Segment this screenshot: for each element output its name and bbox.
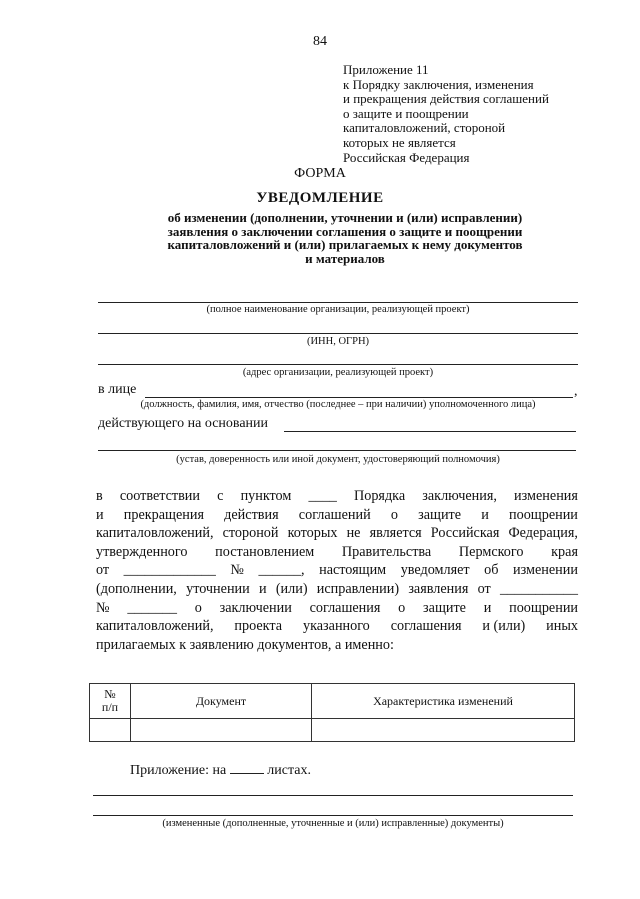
word: которых [287,525,338,542]
word: соответствии [119,488,200,504]
table-header-row [90,684,575,719]
appendix-line: Приложение 11 [343,62,429,77]
inn-caption: (ИНН, ОГРН) [306,336,370,347]
in-person-label: в лице [98,382,137,397]
page-number: 84 [313,34,327,49]
word: капиталовложений, [96,525,214,542]
table-cell-changes[interactable] [312,719,575,742]
word: и [481,506,489,523]
body-line-8 [96,617,578,636]
annex-documents-field[interactable] [93,795,573,796]
body-line-5 [96,561,578,580]
basis-caption: (устав, доверенность или иной документ, удостоверяющий полномочия) [176,454,500,465]
word: и [483,599,492,616]
word: стороной [222,525,279,542]
word: и [96,506,104,523]
acting-label: действующего на основании [98,416,269,431]
form-label: ФОРМА [294,166,346,181]
body-line-6 [96,580,578,599]
word: прилагаемых к заявлению документов, а именно: [96,636,394,653]
word: иных [546,618,578,635]
annex-suffix: листах. [267,763,311,778]
word: проекта [234,618,283,635]
word: в [96,488,103,504]
word: (или) [275,580,308,597]
word: с [217,488,224,504]
annex-prefix: Приложение: на [130,763,227,778]
word: защите [418,506,462,523]
annex-line [130,761,311,779]
body-line-1 [96,487,578,506]
word: об [484,562,499,579]
table-cell-document[interactable] [131,719,312,742]
annex-documents-field-2[interactable] [93,815,573,816]
word: соглашения [390,618,462,635]
word: о [398,599,406,616]
word: и [258,580,267,597]
word: (дополнении, [96,580,177,597]
word: поощрении [509,506,578,523]
resolution-number-blank[interactable]: ______, [258,562,305,579]
word: утвержденного [96,543,188,560]
word: исправлении) [316,580,400,597]
table-row [90,719,575,742]
annex-sheets-field[interactable] [230,761,264,774]
word: заключения, [422,488,497,504]
appendix-line: и прекращения действия соглашений [343,91,549,107]
column-number-header [90,684,131,719]
appendix-line: к Порядку заключения, изменения [343,76,534,92]
word: уведомляет [400,562,470,579]
application-date-blank[interactable]: ___________ [499,580,578,597]
word: заключении [219,599,292,616]
word: заявления [408,580,469,597]
word: от [477,580,491,597]
table-cell-number[interactable] [90,719,131,742]
word: края [551,543,578,560]
word: не [346,525,361,542]
subtitle-line: и материалов [305,250,385,266]
word: указанного [302,618,370,635]
word: изменения [514,488,578,504]
subtitle-line: заявления о заключении соглашения о защите и поощрении [167,223,523,239]
word: Федерация, [508,525,578,542]
body-line-2 [96,506,578,525]
word: и (или) [482,618,526,635]
in-person-field[interactable] [145,397,573,398]
word: от [96,562,110,579]
word: Правительства [341,543,432,560]
subtitle-line: капиталовложений и (или) прилагаемых к нему документов [167,237,523,252]
word: о [390,506,398,523]
in-person-comma: , [574,384,578,399]
appendix-reference [343,63,603,165]
word: Пермского [458,543,524,560]
address-caption: (адрес организации, реализующей проект) [242,367,434,378]
word: соглашений [298,506,371,523]
word: Российская [430,525,500,542]
application-number-blank[interactable]: _______ [127,599,177,616]
appendix-line: о защите и поощрении [343,105,469,121]
word: прекращения [123,506,204,523]
address-field[interactable] [98,364,578,365]
org-name-field[interactable] [98,302,578,303]
body-line-4 [96,543,578,562]
word: поощрении [509,599,578,616]
word: защите [423,599,466,616]
documents-table [89,683,575,742]
word: капиталовложений, [96,618,214,635]
word: является [369,525,422,542]
inn-field[interactable] [98,333,578,334]
body-line-9 [96,636,578,655]
word: постановлением [215,543,315,560]
word: соглашения [309,599,381,616]
column-number-label-2: п/п [101,700,119,714]
position-caption: (должность, фамилия, имя, отчество (последнее – при наличии) уполномоченного лица) [140,399,536,410]
document-title: УВЕДОМЛЕНИЕ [256,190,384,206]
column-document-header: Документ [131,684,312,719]
word: о [194,599,202,616]
word: уточнении [186,580,250,597]
document-subtitle [130,211,560,265]
word: № [230,562,244,579]
subtitle-line: об изменении (дополнении, уточнении и (или) исправлении) [167,210,523,225]
column-changes-header: Характеристика изменений [312,684,575,719]
word: пунктом [240,488,292,504]
acting-basis-field-2[interactable] [98,450,576,451]
word: действия [224,506,279,523]
annex-caption: (измененные (дополненные, уточненные и (или) исправленные) документы) [162,818,504,829]
word: № [96,599,110,616]
body-paragraph [96,487,578,654]
word: изменении [513,562,578,579]
resolution-date-blank[interactable]: _____________ [123,562,216,579]
word: настоящим [319,562,387,579]
body-line-3 [96,524,578,543]
acting-basis-field[interactable] [284,431,576,432]
clause-number-blank[interactable]: ____ [308,488,337,504]
body-line-7 [96,599,578,618]
appendix-line: Российская Федерация [343,149,470,165]
appendix-line: которых не является [343,134,456,150]
appendix-line: капиталовложений, стороной [343,120,506,136]
column-number-label-1: № [104,687,116,701]
org-name-caption: (полное наименование организации, реализующей проект) [206,304,470,315]
word: Порядка [354,488,406,504]
